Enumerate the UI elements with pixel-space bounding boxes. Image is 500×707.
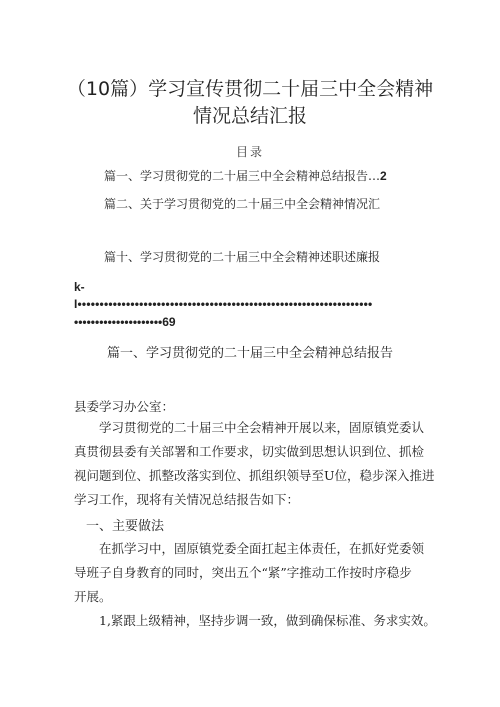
intro-paragraph-line: 视问题到位、抓整改落实到位、抓组织领导至U位，稳步深入推进 — [74, 468, 435, 483]
intro-paragraph-line: 真贯彻县委有关部署和工作要求，切实做到思想认识到位、抓检 — [74, 444, 425, 459]
salutation: 县委学习办公室： — [74, 399, 175, 414]
toc-entry-page: 2 — [380, 169, 387, 183]
body-paragraph-line: 开展。 — [74, 589, 112, 604]
intro-paragraph-line: 学习贯彻党的二十届三中全会精神开展以来，固原镇党委认 — [99, 420, 425, 435]
toc-tail-line1: k- — [74, 280, 85, 294]
document-title-line1: （10篇）学习宣传贯彻二十届三中全会精神 — [66, 78, 434, 100]
toc-entry-2[interactable] — [104, 195, 380, 212]
toc-entry-1[interactable] — [104, 167, 387, 184]
document-title-line2: 情况总结汇报 — [192, 105, 307, 127]
toc-tail-page-number: •••••••••••••••••••••69 — [74, 315, 176, 329]
toc-entry-text: 篇十、学习贯彻党的二十届三中全会精神述职述廉报 — [104, 250, 381, 264]
heading-main-practices: 一、主要做法 — [86, 519, 165, 534]
body-paragraph-line: 在抓学习中，固原镇党委全面扛起主体责任，在抓好党委领 — [99, 541, 425, 556]
toc-entry-text: 篇一、学习贯彻党的二十届三中全会精神总结报告… — [104, 169, 381, 183]
toc-entry-10[interactable] — [104, 248, 380, 265]
body-paragraph-line: 导班子自身教育的同时，突出五个“紧”字推动工作按时序稳步 — [74, 565, 412, 580]
section-title: 篇一、学习贯彻党的二十届三中全会精神总结报告 — [106, 346, 393, 361]
toc-entry-text: 篇二、关于学习贯彻党的二十届三中全会精神情况汇 — [104, 197, 381, 211]
toc-heading: 目录 — [235, 145, 264, 159]
toc-tail-leader-dots: I••••••••••••••••••••••••••••••••••••••••••••••••••••••••••••••••••• — [74, 297, 373, 311]
intro-paragraph-line: 学习工作，现将有关情况总结报告如下： — [74, 492, 300, 507]
body-paragraph-line: 1,紧跟上级精神，坚持步调一致，做到确保标准、务求实效。 — [99, 613, 436, 628]
